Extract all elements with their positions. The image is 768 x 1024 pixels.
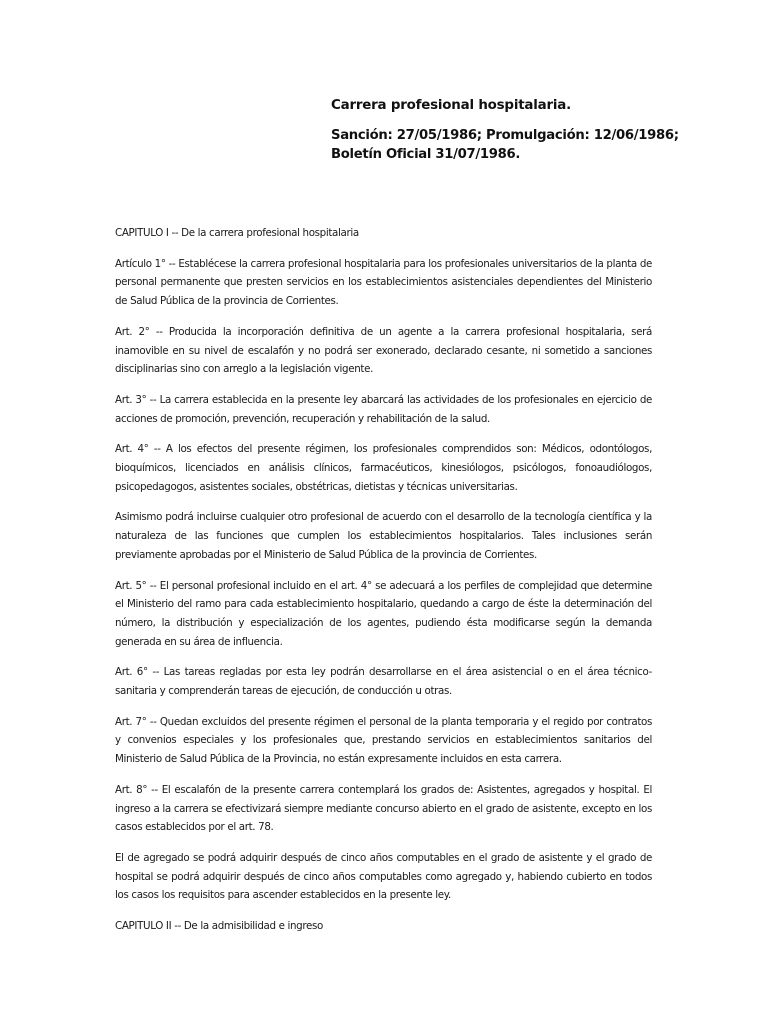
article-8-addendum: El de agregado se podrá adquirir después de cinco años computables en el grado de asistente y el grado de hospital se podrá adquirir después de cinco años computables como agregado y, habiendo cubierto en todos los casos los requisitos para ascender establecidos en la presente ley. <box>115 851 652 902</box>
boletin-oficial-line: Boletín Oficial 31/07/1986. <box>331 147 521 162</box>
article-1: Artículo 1° -- Establécese la carrera profesional hospitalaria para los profesionales universitarios de la planta de personal permanente que presten servicios en los establecimientos asistenciales dependientes del Ministerio de Salud Pública de la provincia de Corrientes. <box>115 257 652 308</box>
article-2: Art. 2° -- Producida la incorporación definitiva de un agente a la carrera profesional hospitalaria, será inamovible en su nivel de escalafón y no podrá ser exonerado, declarado cesante, ni sometido a sanciones disciplinarias sino con arreglo a la legislación vigente. <box>115 325 652 376</box>
article-6: Art. 6° -- Las tareas regladas por esta ley podrán desarrollarse en el área asistencial o en el área técnico-sanitaria y comprenderán tareas de ejecución, de conducción u otras. <box>115 666 652 698</box>
article-8: Art. 8° -- El escalafón de la presente carrera contemplará los grados de: Asistentes, agregados y hospital. El ingreso a la carrera se efectivizará siempre mediante concurso abierto en el grado de asistente, excepto en los casos establecidos por el art. 78. <box>115 783 652 834</box>
chapter-2-heading: CAPITULO II -- De la admisibilidad e ingreso <box>115 920 323 933</box>
article-7: Art. 7° -- Quedan excluidos del presente régimen el personal de la planta temporaria y el regido por contratos y convenios especiales y los profesionales que, prestando servicios en establecimientos sanitarios del Ministerio de Salud Pública de la Provincia, no están expresamente incluidos en esta carrera. <box>115 715 652 766</box>
sancion-promulgacion-line: Sanción: 27/05/1986; Promulgación: 12/06/1986; <box>331 128 679 143</box>
article-3: Art. 3° -- La carrera establecida en la presente ley abarcará las actividades de los profesionales en ejercicio de acciones de promoción, prevención, recuperación y rehabilitación de la salud. <box>115 393 652 425</box>
document-body <box>115 224 652 948</box>
article-4-addendum: Asimismo podrá incluirse cualquier otro profesional de acuerdo con el desarrollo de la tecnología científica y la naturaleza de las funciones que cumplen los establecimientos hospitalarios. Tales inclusiones serán previamente aprobadas por el Ministerio de Salud Pública de la provincia de Corrientes. <box>115 511 652 561</box>
document-title: Carrera profesional hospitalaria. <box>331 98 571 113</box>
chapter-1-heading: CAPITULO I -- De la carrera profesional hospitalaria <box>115 227 359 239</box>
article-4: Art. 4° -- A los efectos del presente régimen, los profesionales comprendidos son: Médicos, odontólogos, bioquímicos, licenciados en análisis clínicos, farmacéuticos, kinesiólogos, psicólogos, fonoaudiólogos, psicopedagogos, asistentes sociales, obstétricas, dietistas y técnicas universitarias. <box>115 443 652 493</box>
document-header <box>331 96 679 164</box>
article-5: Art. 5° -- El personal profesional incluido en el art. 4° se adecuará a los perfiles de complejidad que determine el Ministerio del ramo para cada establecimiento hospitalario, quedando a cargo de éste la determinación del número, la distribución y especialización de los agentes, pudiendo ésta modificarse según la demanda generada en su área de influencia. <box>115 579 652 648</box>
